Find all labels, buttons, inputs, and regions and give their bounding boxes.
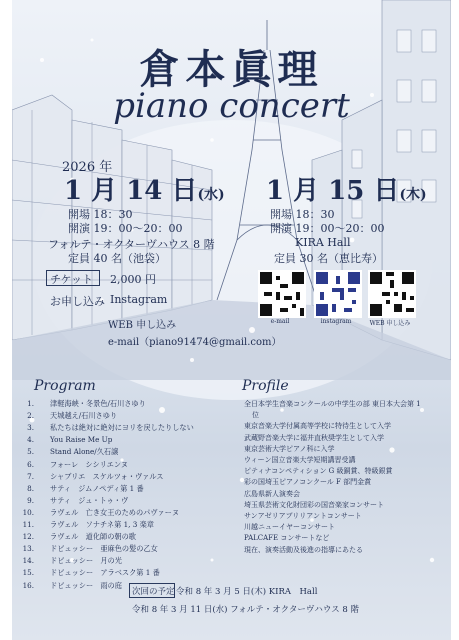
ticket-price: 2,000 円 bbox=[110, 273, 156, 286]
qr-pattern-icon bbox=[316, 272, 360, 316]
program-item: ラヴェル ソナチネ第 1, 3 楽章 bbox=[50, 520, 154, 529]
concert-subtitle: piano concert bbox=[113, 86, 350, 126]
concert2-venue: KIRA Hall bbox=[295, 236, 351, 249]
program-item-number: 5. bbox=[27, 447, 34, 457]
program-item-number: 9. bbox=[27, 495, 34, 505]
program-item-number: 2. bbox=[27, 411, 34, 421]
profile-title: Profile bbox=[242, 378, 289, 394]
program-item-number: 13. bbox=[22, 544, 34, 554]
program-item: シャブリエ スケルツォ・ヴァルス bbox=[50, 471, 164, 481]
ticket-label: チケット bbox=[50, 273, 94, 286]
concert1-weekday: (水) bbox=[197, 187, 225, 203]
concert1-capacity: 定員 40 名（池袋） bbox=[68, 252, 166, 265]
booking-instagram: Instagram bbox=[110, 293, 168, 306]
program-item: You Raise Me Up bbox=[50, 435, 113, 445]
program-item-number: 15. bbox=[22, 568, 34, 578]
concert1-venue: フォルテ・オクターヴハウス 8 階 bbox=[48, 238, 215, 251]
booking-label: お申し込み bbox=[50, 295, 105, 308]
program-item-number: 7. bbox=[27, 471, 34, 481]
program-item: ラヴェル 道化師の朝の歌 bbox=[50, 532, 136, 542]
program-item: サティ ジムノペディ第 1 番 bbox=[50, 483, 144, 493]
qr-pattern-icon bbox=[260, 272, 304, 316]
program-item: 天城越え/石川さゆり bbox=[50, 411, 118, 421]
program-item-number: 11. bbox=[22, 520, 34, 529]
program-item: 津軽海峡・冬景色/石川さゆり bbox=[50, 399, 146, 408]
concert2-weekday: (木) bbox=[399, 187, 427, 203]
performer-name: 倉本眞理 bbox=[139, 46, 324, 93]
concert1-date-text: 1 月 14 日 bbox=[64, 176, 198, 206]
qr-code-web[interactable] bbox=[368, 270, 416, 318]
poster bbox=[12, 0, 451, 640]
program-item-number: 12. bbox=[22, 532, 34, 542]
profile-item: 彩の国埼玉ピアノコンクール F 部門金賞 bbox=[244, 478, 372, 487]
profile-item: サンアゼリアブリリアントコンサート bbox=[244, 512, 362, 520]
profile-item: 東京音楽大学付属高等学校に特待生として入学 bbox=[244, 422, 391, 431]
program-item-number: 14. bbox=[22, 556, 34, 566]
program-item-number: 1. bbox=[27, 399, 34, 408]
program-item: Stand Alone/久石譲 bbox=[50, 447, 119, 457]
concert2-capacity: 定員 30 名（恵比寿） bbox=[274, 252, 383, 265]
program-item-number: 10. bbox=[22, 507, 34, 517]
qr-caption-web: WEB 申し込み bbox=[369, 320, 411, 327]
concert2-date bbox=[266, 170, 427, 207]
concert1-date bbox=[64, 170, 225, 207]
program-item: ドビュッシー 月の光 bbox=[50, 556, 122, 566]
profile-item: 武蔵野音楽大学に福井直秋奨学生として入学 bbox=[244, 433, 384, 442]
profile-item: 川越ニューイヤーコンサート bbox=[244, 523, 335, 532]
profile-item: PALCAFE コンサートなど bbox=[244, 534, 330, 543]
program-item: ドビュッシー 雨の庭 bbox=[50, 580, 122, 590]
profile-item: 全日本学生音楽コンクールの中学生の部 東日本大会第 1 bbox=[244, 400, 421, 408]
qr-caption-email: e-mail bbox=[270, 318, 290, 325]
program-item: フォーレ シシリエンヌ bbox=[50, 459, 128, 469]
profile-item: 東京芸術大学ピアノ科に入学 bbox=[244, 444, 335, 453]
next-label: 次回の予定 bbox=[132, 587, 175, 597]
program-item-number: 6. bbox=[27, 459, 34, 469]
profile-item: 広島県新人演奏会 bbox=[244, 489, 300, 498]
profile-item: 埼玉県芸術文化財団彩の国音楽家コンサート bbox=[244, 500, 384, 509]
next-date-1: 令和 8 年 3 月 5 日(木) KIRA Hall bbox=[176, 587, 318, 597]
concert2-date-text: 1 月 15 日 bbox=[266, 176, 400, 206]
program-item: サティ ジュ・トゥ・ヴ bbox=[50, 495, 129, 505]
program-item: ドビュッシー 亜麻色の髪の乙女 bbox=[50, 544, 158, 554]
program-item: 私たちは絶対に絶対にヨリを戻したりしない bbox=[50, 423, 194, 433]
qr-caption-instagram: instagram bbox=[320, 318, 352, 325]
profile-item: 位 bbox=[252, 411, 259, 420]
booking-email: e-mail（piano91474@gmail.com） bbox=[108, 337, 282, 348]
qr-code-instagram[interactable] bbox=[314, 270, 362, 318]
concert2-doors: 開場 18：30 bbox=[270, 208, 335, 221]
year: 2026 年 bbox=[62, 160, 113, 175]
concert1-time: 開演 19：00〜20：00 bbox=[68, 222, 183, 235]
program-item-number: 8. bbox=[27, 483, 34, 493]
profile-item: 現在、演奏活動及後進の指導にあたる bbox=[244, 545, 363, 554]
program-item: ドビュッシー アラベスク第 1 番 bbox=[50, 568, 160, 578]
profile-item: ピティナコンペティション G 級銅賞、特級銀賞 bbox=[244, 467, 393, 476]
program-item-number: 16. bbox=[22, 580, 34, 590]
program-item-number: 3. bbox=[27, 423, 34, 433]
program-item-number: 4. bbox=[27, 435, 34, 445]
concert2-time: 開演 19：00〜20：00 bbox=[270, 222, 385, 235]
profile-item: ウィーン国立音楽大学短期講習受講 bbox=[244, 456, 356, 464]
program-item: ラヴェル 亡き女王のためのパヴァーヌ bbox=[50, 507, 180, 517]
next-date-2: 令和 8 年 3 月 11 日(水) フォルテ・オクターヴハウス 8 階 bbox=[132, 605, 359, 615]
qr-code-email[interactable] bbox=[258, 270, 306, 318]
program-title: Program bbox=[34, 378, 96, 394]
qr-pattern-icon bbox=[370, 272, 414, 316]
concert1-doors: 開場 18：30 bbox=[68, 208, 133, 221]
booking-web: WEB 申し込み bbox=[108, 320, 177, 331]
